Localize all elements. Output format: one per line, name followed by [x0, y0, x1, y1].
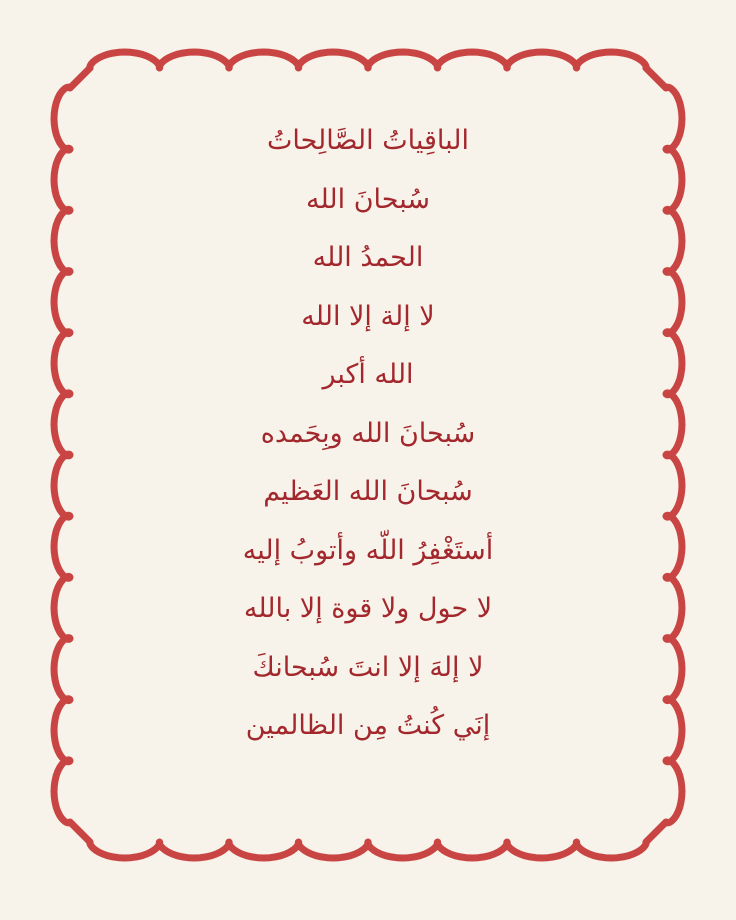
dhikr-line: لا إلهَ إلا انتَ سُبحانكَ: [252, 651, 484, 683]
title-line: الباقِياتُ الصَّالِحاتُ: [266, 125, 470, 156]
dhikr-line: لا حول ولا قوة إلا بالله: [243, 593, 493, 624]
dhikr-list: [120, 112, 616, 756]
dhikr-line: الله أكبر: [322, 359, 414, 390]
dhikr-line: إنَي كُنتُ مِن الظالمين: [245, 710, 491, 741]
dhikr-line: الحمدُ الله: [312, 242, 424, 273]
dhikr-line: أستَغْفِرُ اللّه وأتوبُ إليه: [242, 534, 494, 566]
dhikr-line: سُبحانَ الله وبِحَمده: [260, 417, 476, 449]
dhikr-line: لا إلة إلا الله: [301, 300, 435, 332]
dhikr-line: سُبحانَ الله: [306, 183, 430, 215]
dhikr-line: سُبحانَ الله العَظيم: [263, 476, 473, 507]
